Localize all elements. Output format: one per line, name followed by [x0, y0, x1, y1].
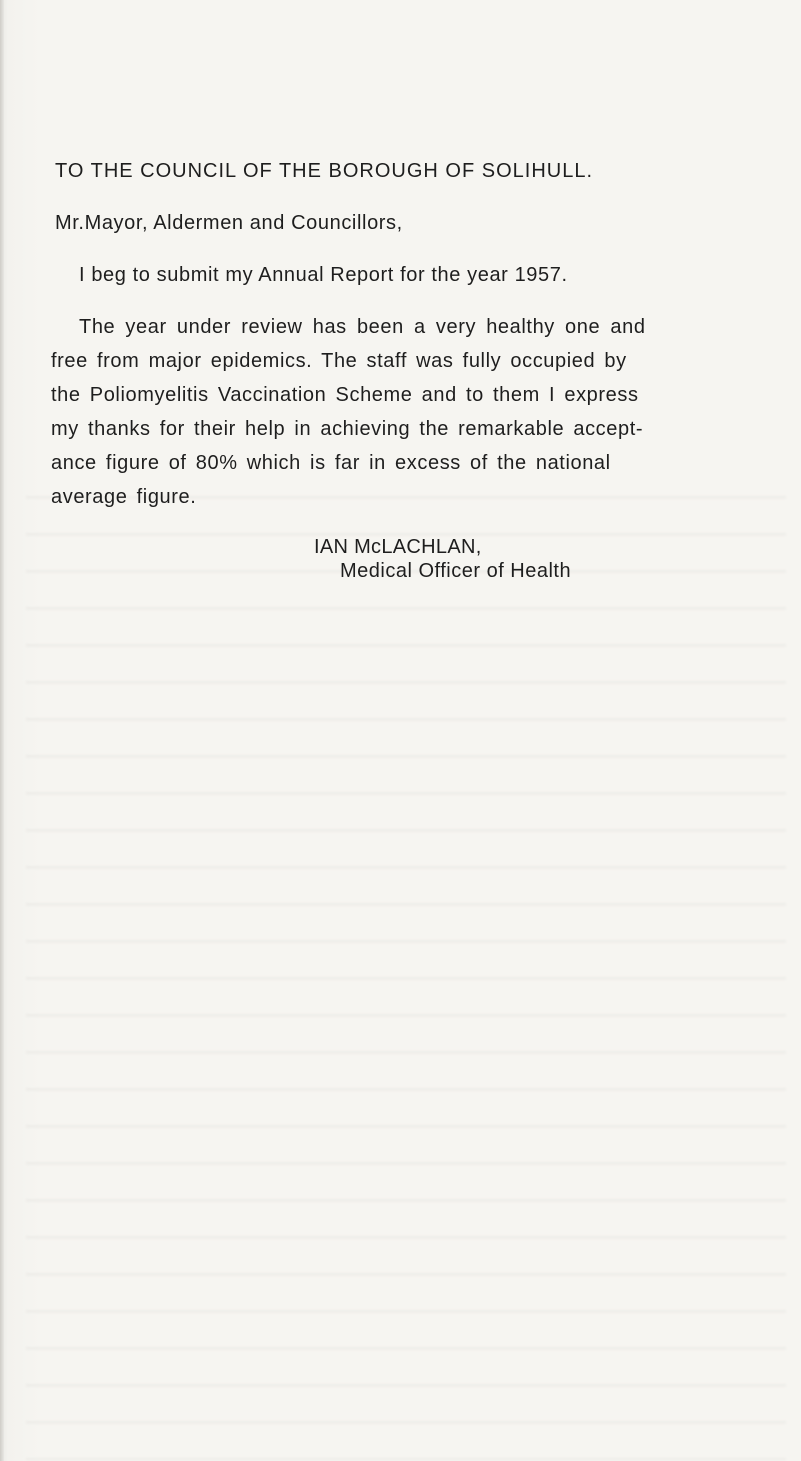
body-paragraph-line: free from major epidemics. The staff was fully occupied by	[51, 350, 627, 372]
letter-heading: TO THE COUNCIL OF THE BOROUGH OF SOLIHULL.	[55, 160, 594, 182]
page-binding-edge	[0, 0, 4, 1461]
body-paragraph-line: ance figure of 80% which is far in excess of the national	[51, 452, 611, 474]
signature-name: IAN McLACHLAN,	[314, 536, 482, 558]
body-paragraph-line: the Poliomyelitis Vaccination Scheme and to them I express	[51, 384, 639, 406]
signature-title: Medical Officer of Health	[340, 560, 572, 582]
intro-paragraph: I beg to submit my Annual Report for the year 1957.	[79, 264, 568, 286]
body-paragraph-line: The year under review has been a very healthy one and	[79, 316, 646, 338]
body-paragraph-line: average figure.	[51, 486, 197, 508]
salutation: Mr.Mayor, Aldermen and Councillors,	[55, 212, 403, 234]
show-through-text	[26, 470, 786, 1460]
body-paragraph-line: my thanks for their help in achieving the remarkable accept-	[51, 418, 644, 440]
